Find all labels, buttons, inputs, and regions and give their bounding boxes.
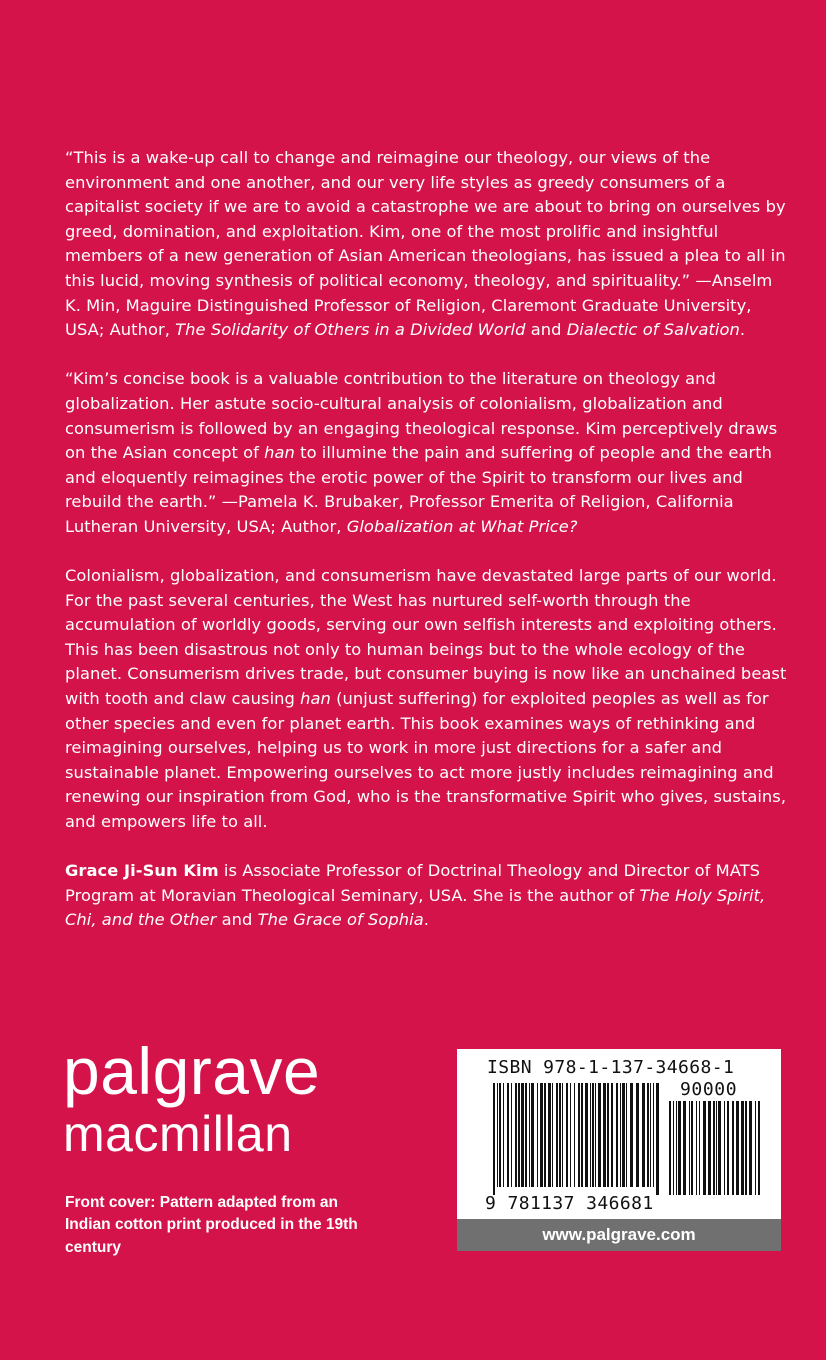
barcode-bar — [531, 1083, 534, 1187]
blurb-min-and: and — [525, 320, 567, 340]
barcode-bar — [724, 1101, 725, 1195]
barcode-bar — [699, 1101, 700, 1195]
barcode-bar — [603, 1083, 606, 1187]
author-book-title-1: The Holy Spirit, Chi, and the Other — [65, 885, 766, 930]
blurb-brubaker-term: han — [264, 443, 295, 463]
barcode-bar — [503, 1083, 504, 1187]
barcode-bar — [676, 1101, 677, 1195]
isbn-label: ISBN 978-1-137-34668-1 — [487, 1057, 735, 1078]
barcode-bar — [559, 1083, 561, 1187]
barcode-bar — [585, 1083, 588, 1187]
description-term: han — [300, 689, 331, 709]
barcode-bar — [578, 1083, 580, 1187]
barcode-bar — [736, 1101, 739, 1195]
barcode-bar — [581, 1083, 583, 1187]
barcode-bar — [669, 1101, 671, 1195]
author-bio-end: . — [423, 910, 430, 930]
barcode-bar — [556, 1083, 558, 1187]
price-code: 90000 — [680, 1079, 738, 1100]
barcode-bar — [507, 1083, 509, 1187]
barcode-bar — [548, 1083, 551, 1187]
barcode-bar — [708, 1101, 711, 1195]
blurb-min-end: . — [739, 320, 746, 340]
barcode-bar — [518, 1083, 520, 1187]
barcode-bar — [755, 1101, 756, 1195]
description-part-1: Colonialism, globalization, and consumerism have devastated large parts of our world. For the past several centuries, the West has nurtured self-worth through the accumulation of worldly goods, serving our own selfish interests and exploiting others. This has been disastrous not only to human beings but to the whole ecology of the planet. Consumerism drives trade, but consumer buying is now like an unchained beast with tooth and claw causing — [65, 566, 787, 709]
back-cover-copy — [65, 146, 789, 933]
barcode-panel — [457, 1049, 781, 1219]
blurb-min-book-title-2: Dialectic of Salvation — [566, 320, 740, 340]
blurb-brubaker-rest: to illumine the pain and suffering of people and the earth and eloquently reimagines the erotic power of the Spirit to transform our lives and rebuild the earth.” —Pamela K. Brubaker, Professor Emerita of Religion, California Lutheran University, USA; Author, — [65, 443, 773, 536]
barcode-bar — [570, 1083, 571, 1187]
barcode-bar — [493, 1083, 495, 1195]
blurb-min — [65, 146, 789, 343]
cover-credit: Front cover: Pattern adapted from an Indian cotton print produced in the 19th century — [65, 1194, 358, 1256]
barcode-bar — [595, 1083, 596, 1187]
author-name: Grace Ji-Sun Kim — [65, 861, 219, 881]
barcode-digits: 9 781137 346681 — [485, 1193, 654, 1214]
barcode-bar — [691, 1101, 693, 1195]
barcode-bar — [562, 1083, 563, 1187]
barcode-bar — [647, 1083, 649, 1187]
barcode-bar — [713, 1101, 715, 1195]
barcode-bar — [611, 1083, 613, 1187]
barcode-bar — [741, 1101, 744, 1195]
barcode-bar — [678, 1101, 681, 1195]
barcode-bar — [592, 1083, 594, 1187]
barcode-main-icon — [493, 1083, 659, 1195]
blurb-min-text: “This is a wake-up call to change and reimagine our theology, our views of the environment and one another, and our very life styles as greedy consumers of a capitalist society if we are to avoid a catastrophe we are about to bring on ourselves by greed, domination, and exploitation. Kim, one of the most prolific and insightful members of a new generation of Asian American theologians, has issued a plea to all in this lucid, moving synthesis of political economy, theology, and spirituality.” —Anselm K. Min, Maguire Distinguished Professor of Religion, Claremont Graduate University, USA; Author, — [65, 148, 786, 340]
barcode-bar — [566, 1083, 568, 1187]
barcode-bar — [515, 1083, 517, 1187]
description-part-2: (unjust suffering) for exploited peoples as well as for other species and even for planet earth. This book examines ways of rethinking and reimagining ourselves, helping us to work in more just directions for a safer and sustainable planet. Empowering ourselves to act more justly includes reimagining and renewing our inspiration from God, who is the transformative Spirit who gives, sustains, and empowers life to all. — [65, 689, 787, 832]
barcode-bar — [630, 1083, 633, 1187]
barcode-bar — [540, 1083, 543, 1187]
barcode-bar — [607, 1083, 609, 1187]
barcode-bar — [521, 1083, 524, 1187]
barcode-bar — [673, 1101, 674, 1195]
barcode-bar — [696, 1101, 697, 1195]
barcode-bar — [732, 1101, 734, 1195]
book-description — [65, 564, 789, 835]
barcode-bar — [718, 1101, 721, 1195]
barcode-bar — [574, 1083, 575, 1187]
publisher-logo-line-1: palgrave — [63, 1034, 321, 1108]
barcode-bar — [525, 1083, 527, 1187]
barcode-bar — [745, 1101, 747, 1195]
barcode-bar — [727, 1101, 729, 1195]
barcode-bar — [590, 1083, 591, 1187]
barcode-bar — [499, 1083, 501, 1187]
barcode-bar — [497, 1083, 498, 1187]
barcode-bar — [650, 1083, 651, 1187]
barcode-bar — [544, 1083, 546, 1187]
barcode-bar — [616, 1083, 618, 1187]
barcode-bar — [653, 1083, 654, 1187]
blurb-min-book-title-1: The Solidarity of Others in a Divided World — [175, 320, 526, 340]
publisher-website[interactable]: www.palgrave.com — [457, 1219, 781, 1251]
barcode-bar — [622, 1083, 625, 1187]
barcode-bar — [703, 1101, 706, 1195]
barcode-bar — [689, 1101, 690, 1195]
barcode-bar — [552, 1083, 553, 1187]
barcode-bar — [656, 1083, 659, 1195]
publisher-logo — [63, 1034, 363, 1162]
barcode-bar — [642, 1083, 645, 1187]
author-bio — [65, 859, 789, 933]
blurb-brubaker-book-title: Globalization at What Price? — [346, 516, 578, 536]
blurb-brubaker-text: “Kim’s concise book is a valuable contribution to the literature on theology and globalization. Her astute socio-cultural analysis of colonialism, globalization and consumerism is followed by an engaging theological response. Kim perceptively draws on the Asian concept of — [65, 369, 778, 463]
barcode-bar — [529, 1083, 530, 1187]
barcode-bar — [716, 1101, 717, 1195]
barcode-bar — [683, 1101, 686, 1195]
barcode-bar — [620, 1083, 621, 1187]
author-book-title-2: The Grace of Sophia — [257, 910, 424, 930]
author-bio-and: and — [216, 910, 258, 930]
barcode-addon-icon — [669, 1101, 765, 1195]
barcode-bar — [749, 1101, 752, 1195]
author-bio-text: is Associate Professor of Doctrinal Theology and Director of MATS Program at Moravian Theological Seminary, USA. She is the author of — [65, 861, 761, 905]
barcode-bar — [511, 1083, 512, 1187]
barcode-bar — [598, 1083, 601, 1187]
blurb-brubaker — [65, 367, 789, 539]
publisher-logo-line-2: macmillan — [63, 1106, 293, 1162]
barcode-bar — [758, 1101, 760, 1195]
barcode-bar — [626, 1083, 627, 1187]
barcode-bar — [537, 1083, 538, 1187]
barcode-bar — [636, 1083, 639, 1187]
